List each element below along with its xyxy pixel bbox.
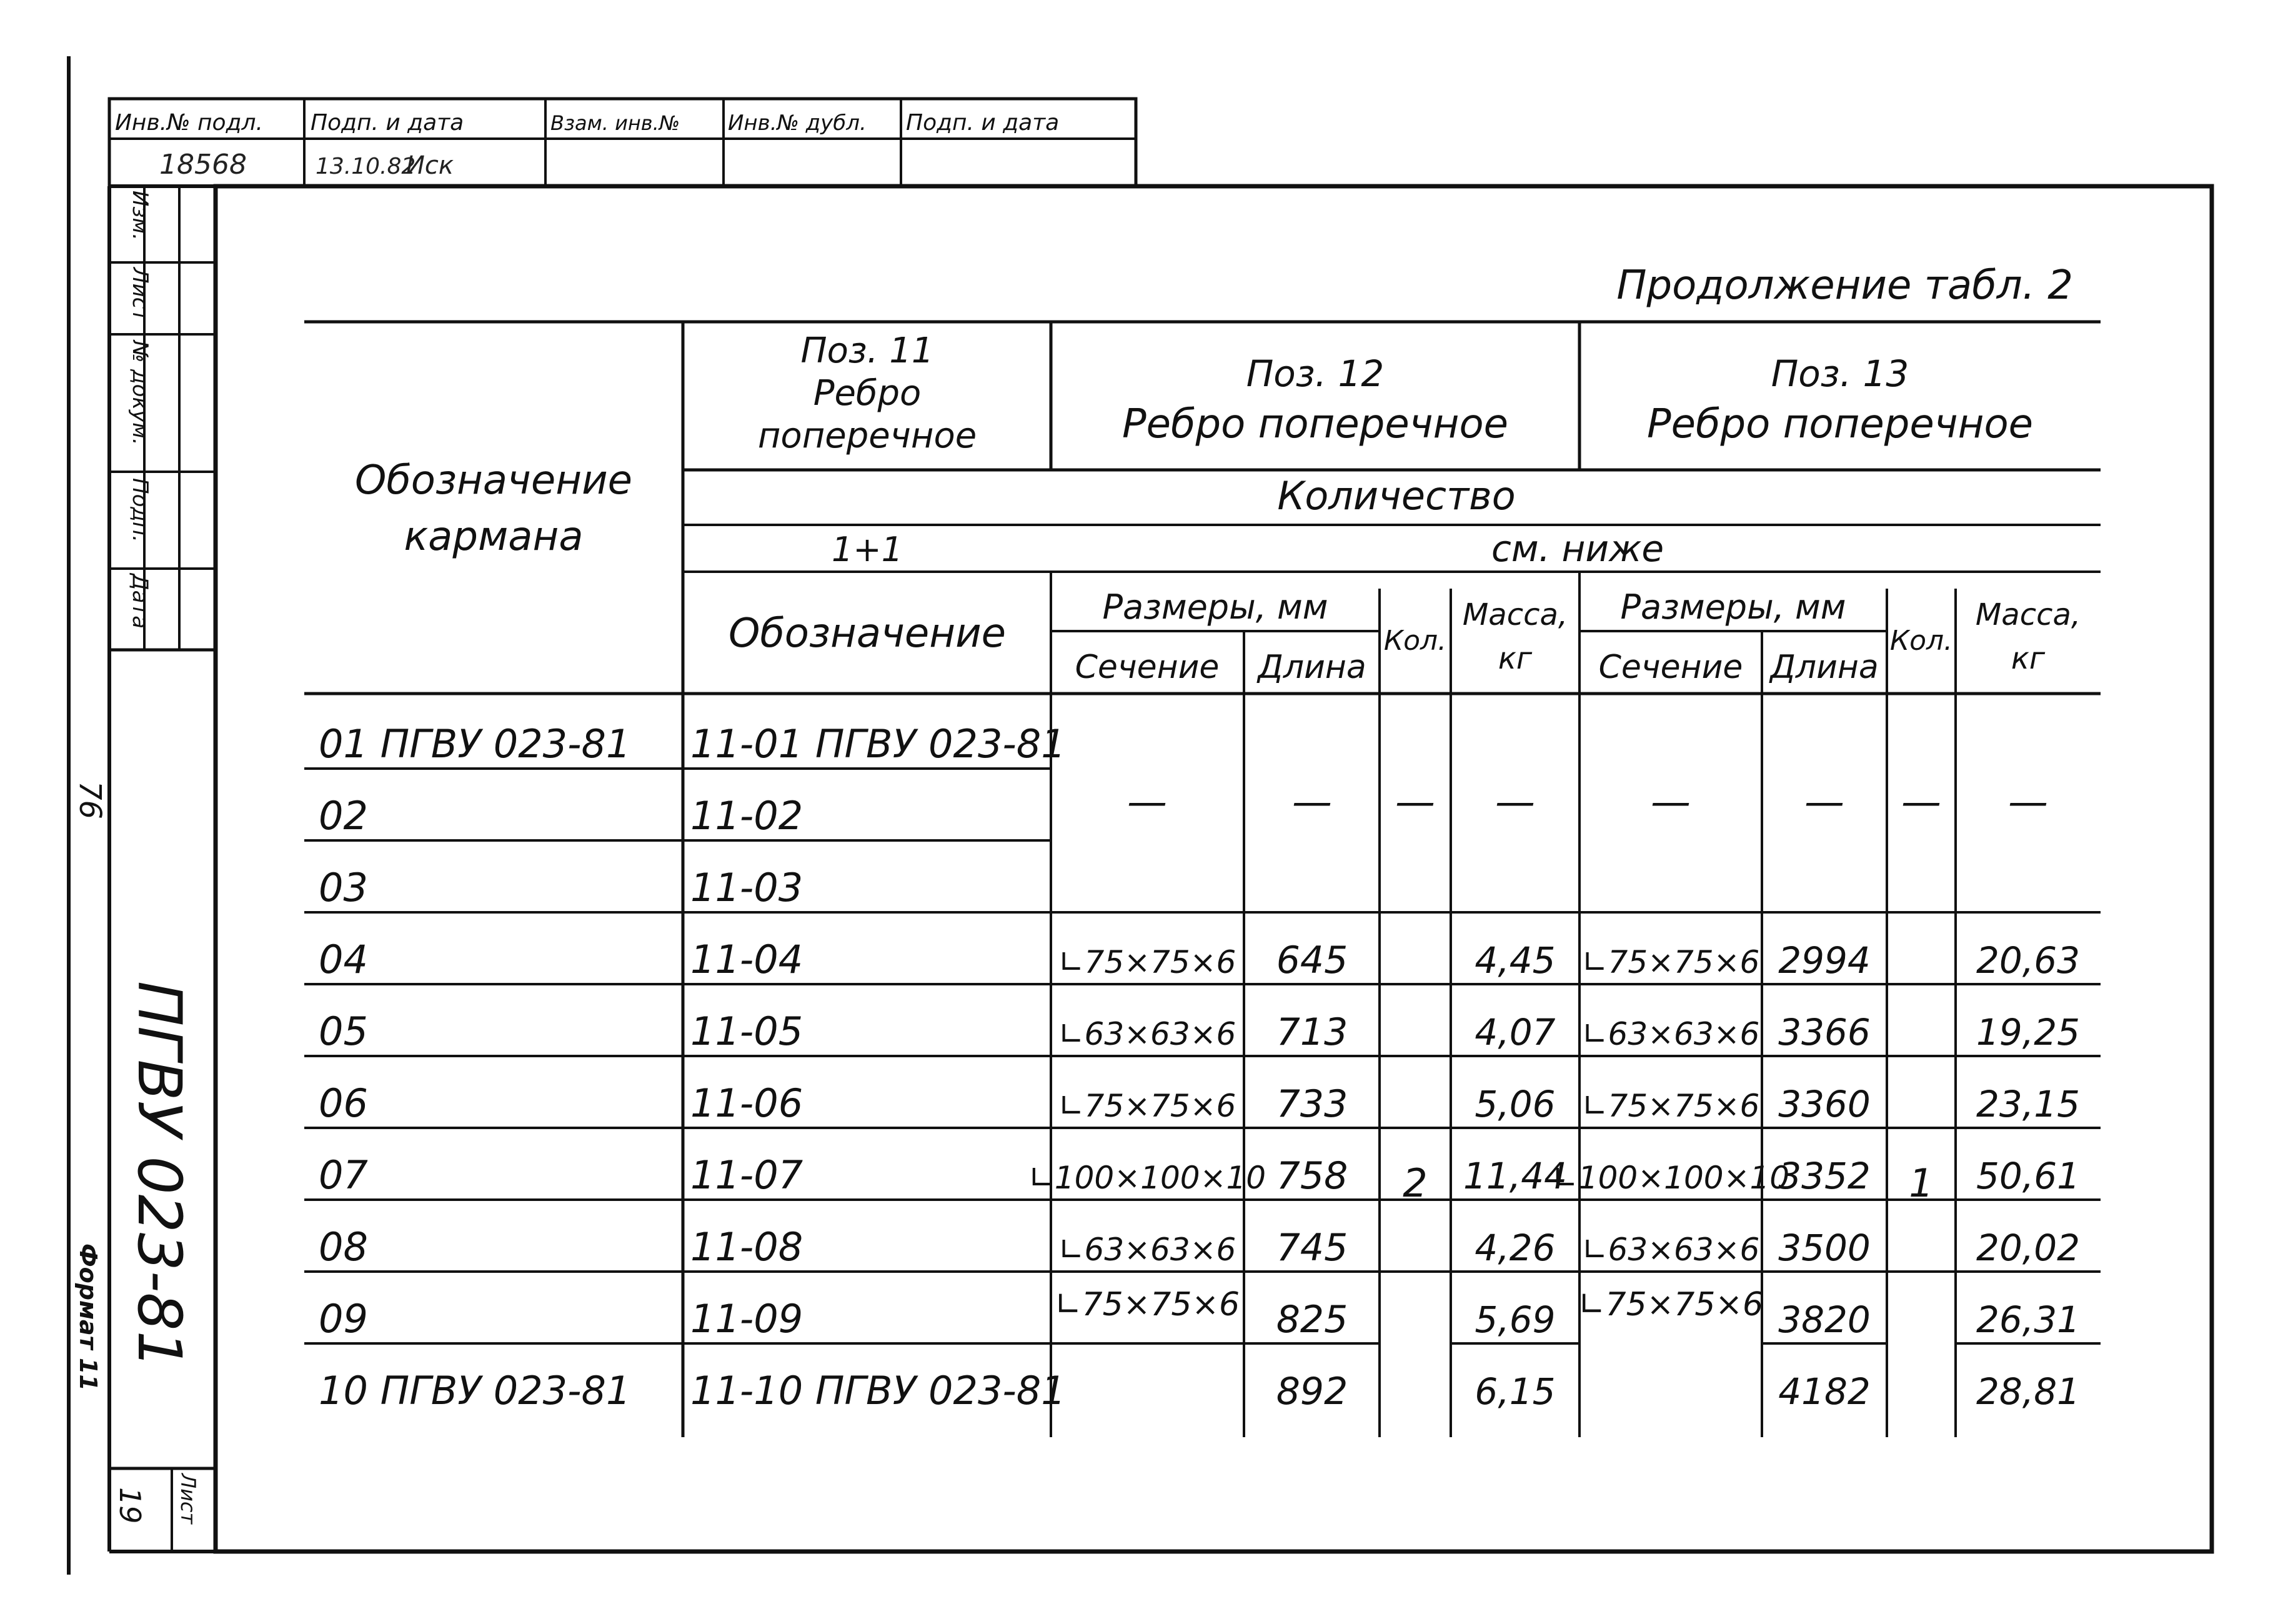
row-pos13-length: 3500 (1778, 1227, 1871, 1269)
stamp-signature: Иск (406, 151, 454, 180)
stamp-header-inv-podl: Инв.№ подл. (115, 110, 263, 136)
pos11-line1: Поз. 11 (800, 331, 934, 371)
dash-m12: — (1495, 779, 1535, 825)
dash-q13: — (1901, 779, 1941, 825)
pos13-mass-line1: Масса, (1975, 597, 2081, 632)
col-designation-line2: кармана (404, 514, 584, 560)
row-designation: 08 (319, 1224, 368, 1270)
qty-see-below: см. ниже (1491, 527, 1664, 570)
pos13-qty-header: Кол. (1889, 625, 1953, 657)
row-pos13-mass: 50,61 (1976, 1155, 2081, 1197)
pos12-mass-line2: кг (1498, 641, 1533, 676)
row-pos11-designation: 11-10 ПГВУ 023-81 (690, 1368, 1066, 1413)
row-pos13-section: ∟100×100×10 (1551, 1160, 1790, 1196)
row-designation: 01 ПГВУ 023-81 (319, 721, 631, 767)
pos13-section-header: Сечение (1598, 649, 1743, 686)
pos13-line2: Ребро поперечное (1647, 401, 2033, 447)
row-pos13-length: 4182 (1778, 1370, 1871, 1413)
row-pos13-mass: 23,15 (1976, 1083, 2081, 1125)
row-pos13-length: 2994 (1778, 939, 1871, 982)
row-designation: 02 (319, 793, 368, 839)
row09-10-s12: ∟75×75×6 (1054, 1286, 1240, 1323)
row-pos12-section: ∟63×63×6 (1058, 1232, 1236, 1268)
row-pos12-length: 758 (1276, 1154, 1348, 1198)
stamp-header-podp-data-2: Подп. и дата (906, 110, 1060, 136)
sidebar-doc-code: ПГВУ 023-81 (124, 981, 194, 1369)
stamp-header-vzam-inv: Взам. инв.№ (550, 111, 680, 135)
row-pos12-section: ∟63×63×6 (1058, 1016, 1236, 1052)
row-pos11-designation: 11-06 (690, 1080, 803, 1126)
row-pos12-section: ∟75×75×6 (1058, 944, 1236, 980)
row-pos11-designation: 11-03 (690, 865, 803, 910)
row-pos13-section: ∟75×75×6 (1581, 944, 1760, 980)
row-pos12-mass: 5,06 (1475, 1083, 1556, 1125)
row-pos13-mass: 20,63 (1976, 939, 2081, 982)
row-pos12-length: 825 (1276, 1298, 1348, 1342)
pos12-mass-line1: Масса, (1462, 597, 1568, 632)
row-pos13-length: 3360 (1778, 1083, 1871, 1125)
sheet-label: Лист (176, 1473, 200, 1525)
dash-q12: — (1395, 779, 1435, 825)
sheet-frame (216, 186, 2212, 1552)
row-pos13-mass: 28,81 (1976, 1370, 2081, 1413)
dash-s13: — (1651, 779, 1691, 825)
col-designation-line1: Обозначение (354, 457, 633, 504)
dash-m13: — (2008, 779, 2048, 825)
approval-stamp (109, 99, 1136, 186)
row-pos11-designation: 11-09 (690, 1296, 803, 1342)
stamp-date: 13.10.82 (316, 154, 416, 179)
row-pos13-length: 3820 (1778, 1298, 1871, 1341)
row-pos13-section: ∟75×75×6 (1581, 1088, 1760, 1124)
row-pos12-length: 733 (1276, 1082, 1348, 1126)
dash-s12: — (1127, 779, 1167, 825)
qty11-value: 1+1 (832, 530, 903, 569)
row-pos13-length: 3366 (1778, 1011, 1871, 1054)
row-designation: 03 (319, 865, 368, 910)
row-pos12-length: 645 (1276, 939, 1348, 982)
pos12-qty-header: Кол. (1383, 625, 1447, 657)
pos12-section-header: Сечение (1075, 649, 1220, 686)
rev-docnum-label: № докум. (127, 341, 152, 446)
page-number: 76 (72, 781, 107, 820)
pos12-line2: Ребро поперечное (1122, 401, 1508, 447)
row-pos13-length: 3352 (1778, 1155, 1871, 1197)
pos12-length-header: Длина (1258, 649, 1366, 686)
row-pos11-designation: 11-05 (690, 1009, 803, 1054)
pos13-dims-header: Размеры, мм (1620, 587, 1846, 627)
quantity-header: Количество (1277, 473, 1516, 519)
row-pos13-mass: 19,25 (1976, 1011, 2081, 1054)
table-caption: Продолжение табл. 2 (1616, 262, 2073, 309)
dash-l12: — (1292, 779, 1332, 825)
row-designation: 09 (319, 1296, 368, 1342)
pos11-line2: Ребро (813, 373, 922, 414)
row-designation: 06 (319, 1080, 368, 1126)
dash-l13: — (1804, 779, 1844, 825)
row-pos12-mass: 11,44 (1463, 1155, 1568, 1197)
pos13-length-header: Длина (1770, 649, 1879, 686)
rev-date-label: Дата (127, 574, 152, 629)
row-pos12-length: 713 (1276, 1010, 1348, 1054)
pos13-mass-line2: кг (2011, 641, 2046, 676)
pos12-dims-header: Размеры, мм (1102, 587, 1328, 627)
row-pos13-section: ∟63×63×6 (1581, 1016, 1760, 1052)
row-pos12-section: ∟100×100×10 (1028, 1160, 1266, 1196)
row-pos11-designation: 11-07 (690, 1152, 803, 1198)
row-pos12-mass: 4,07 (1475, 1011, 1556, 1054)
row-pos12-mass: 6,15 (1475, 1370, 1556, 1413)
sheet-number: 19 (113, 1487, 147, 1524)
row-pos11-designation: 11-08 (690, 1224, 803, 1270)
pos12-line1: Поз. 12 (1246, 352, 1385, 395)
format-label: Формат 11 (74, 1243, 102, 1391)
row-pos11-designation: 11-01 ПГВУ 023-81 (690, 721, 1066, 767)
stamp-header-podp-data: Подп. и дата (311, 110, 464, 136)
row-designation: 10 ПГВУ 023-81 (319, 1368, 631, 1413)
row-pos13-mass: 20,02 (1976, 1227, 2081, 1269)
row-pos12-section: ∟75×75×6 (1058, 1088, 1236, 1124)
pos11-line3: поперечное (757, 416, 977, 456)
row-pos13-section: ∟63×63×6 (1581, 1232, 1760, 1268)
row-pos12-length: 892 (1276, 1370, 1348, 1413)
row-pos12-mass: 4,45 (1475, 939, 1556, 982)
row-pos12-mass: 4,26 (1475, 1227, 1556, 1269)
rev-list-label: Лист (127, 267, 152, 322)
row-pos11-designation: 11-04 (690, 937, 803, 982)
qty12-value: 2 (1403, 1160, 1428, 1206)
row-designation: 04 (319, 937, 368, 982)
qty13-value: 1 (1909, 1160, 1934, 1206)
row-pos12-mass: 5,69 (1475, 1298, 1556, 1341)
row-designation: 07 (319, 1152, 368, 1198)
row-pos12-length: 745 (1276, 1226, 1348, 1270)
rev-sign-label: Подп. (127, 478, 152, 542)
stamp-header-inv-dubl: Инв.№ дубл. (728, 111, 867, 136)
row-designation: 05 (319, 1009, 368, 1054)
pos13-line1: Поз. 13 (1771, 352, 1909, 395)
sub-designation-header: Обозначение (728, 610, 1007, 657)
rev-izm-label: Изм. (127, 191, 152, 241)
stamp-inv-number: 18568 (159, 149, 247, 181)
row09-10-s13: ∟75×75×6 (1578, 1286, 1764, 1323)
row-pos13-mass: 26,31 (1976, 1298, 2081, 1341)
row-pos11-designation: 11-02 (690, 793, 803, 839)
